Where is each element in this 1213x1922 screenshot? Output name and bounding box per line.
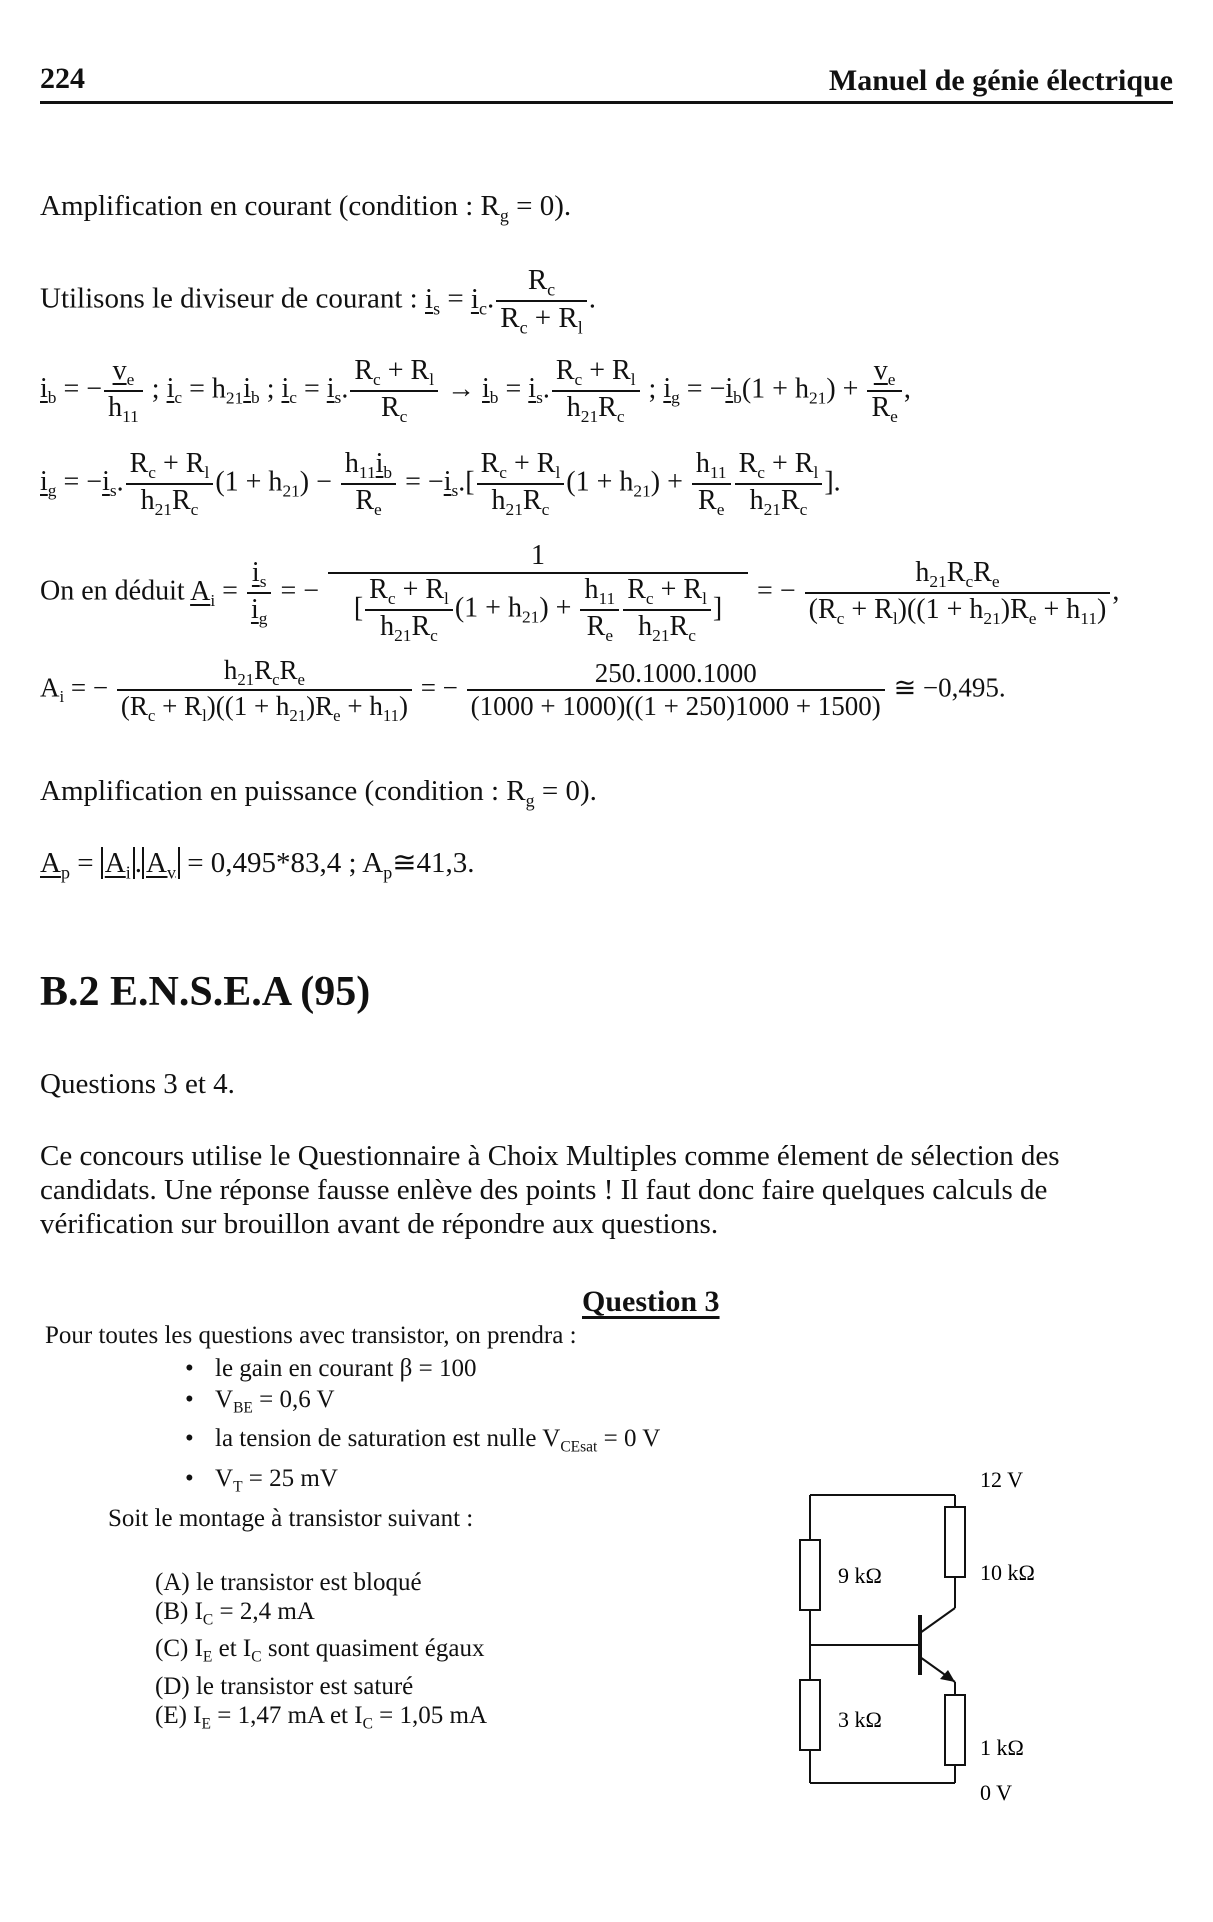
current-gain-heading: Amplification en courant (condition : $R_g = 0$).: [40, 190, 572, 226]
r2-label: 3 kΩ: [838, 1707, 882, 1732]
equation-line-2: $i_g = -i_s$. $\frac{R_c + R_l}{h_{21}R_c}$ $(1 + h_{21})$ − $\frac{h_{11}i_b}{R_e}$ = $-i_s$.[ $\frac{R_c + R_l}{h_{21}R_c}$ $(1 + h_{21})$ + $\frac{h_{11}}{R_e}$ $\frac{R_c + R_l}{h_{21}R_c}$ ].: [40, 448, 841, 520]
power-gain-heading: Amplification en puissance (condition : $R_g = 0$).: [40, 775, 597, 811]
resistor-3k: [800, 1680, 820, 1750]
section-title: B.2 E.N.S.E.A (95): [40, 969, 371, 1015]
question-3-title: Question 3: [582, 1285, 720, 1318]
gain-numeric-equation: $A_i$ = − $\frac{h_{21}R_cR_e}{(R_c + R_l)((1 + h_{21})R_e + h_{11})}$ = − $\frac{250.1000.1000}{(1000 + 1000)((1 + 250)1000 + 1500)}$ ≅ −0,495.: [40, 655, 1006, 725]
current-divider-equation: Utilisons le diviseur de courant : $i_s = i_c$. $\frac{R_c}{R_c + R_l}$ .: [40, 264, 596, 338]
ground-label: 0 V: [980, 1780, 1012, 1805]
intro-line-2: candidats. Une réponse fausse enlève des points ! Il faut donc faire quelques calculs de: [40, 1174, 1048, 1206]
resistor-9k: [800, 1540, 820, 1610]
questions-line: Questions 3 et 4.: [40, 1068, 235, 1100]
circuit-intro: Soit le montage à transistor suivant :: [108, 1505, 474, 1532]
equation-line-1: $i_b$ = − $\frac{v_e}{h_{11}}$ ; $i_c = h_{21}i_b$ ; $i_c = i_s$. $\frac{R_c + R_l}{R_c}$ → $i_b = i_s$. $\frac{R_c + R_l}{h_{21}R_c}$ ; $i_g = -i_b(1 + h_{21})$ + $\frac{v_e}{R_e}$ ,: [40, 355, 911, 427]
power-gain-formula: $A_p = A_i$ . $A_v = 0,495*83,4$ ; $A_p≅41,3$.: [40, 847, 475, 883]
option-b[interactable]: (B) $I_C = 2,4$ mA: [155, 1598, 315, 1629]
option-d[interactable]: (D) le transistor est saturé: [155, 1672, 414, 1700]
page-number: 224: [40, 62, 85, 95]
parameter-gain: • le gain en courant β = 100: [185, 1353, 660, 1384]
option-e[interactable]: (E) $I_E = 1,47$ mA et $I_C = 1,05$ mA: [155, 1701, 488, 1733]
book-title: Manuel de génie électrique: [828, 64, 1173, 97]
resistor-1k: [945, 1695, 965, 1765]
parameter-vbe: • $V_{BE} = 0,6$ V: [185, 1384, 660, 1423]
transistor-circuit: [780, 1465, 1080, 1805]
r1-label: 9 kΩ: [838, 1563, 882, 1588]
gain-deduction-equation: On en déduit $A_i$ = $\frac{i_s}{i_g}$ = − 1 [ $\frac{R_c + R_l}{h_{21}R_c}$ $(1 + h_{21})$ + $\frac{h_{11}}{R_e}$ $\frac{R_c + R_l}{h_{21}R_c}$ ] = − $\frac{h_{21}R_cR_e}{(R_c + R_l)((1 + h_{21})R_e + h_{11})}$ ,: [40, 540, 1120, 646]
supply-label: 12 V: [980, 1467, 1023, 1492]
question-3-intro: Pour toutes les questions avec transistor, on prendra :: [45, 1322, 577, 1349]
intro-line-1: Ce concours utilise le Questionnaire à Choix Multiples comme élement de sélection des: [40, 1140, 1060, 1172]
rc-label: 10 kΩ: [980, 1560, 1035, 1585]
transistor-collector: [920, 1608, 955, 1633]
header-rule: [40, 101, 1173, 104]
answer-options: [155, 1568, 487, 1738]
resistor-10k: [945, 1507, 965, 1577]
option-c[interactable]: (C) $I_E$ et $I_C$ sont quasiment égaux: [155, 1635, 485, 1666]
parameter-vt: • $V_T = 25$ mV: [185, 1463, 660, 1502]
parameter-list: [185, 1353, 660, 1502]
parameter-vcesat: • la tension de saturation est nulle $V_{CEsat} = 0$ V: [185, 1423, 660, 1462]
option-a[interactable]: (A) le transistor est bloqué: [155, 1569, 422, 1596]
re-label: 1 kΩ: [980, 1735, 1024, 1760]
intro-line-3: vérification sur brouillon avant de répondre aux questions.: [40, 1208, 719, 1240]
